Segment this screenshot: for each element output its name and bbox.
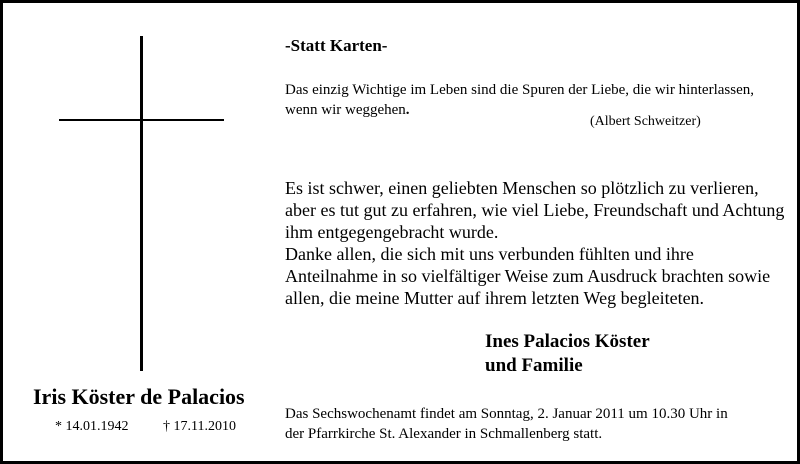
message [285, 177, 785, 309]
service-notice [285, 404, 785, 444]
quote-end: . [405, 102, 410, 118]
death-date: † 17.11.2010 [163, 419, 236, 434]
message-paragraph-2: Danke allen, die sich mit uns verbunden fühlten und ihre Anteilnahme in so vielfältiger Weise zum Ausdruck brachten sowie allen, die meine Mutter auf ihrem letzten Weg begleiteten. [285, 244, 771, 308]
cross-vertical-bar [140, 36, 143, 371]
signature [485, 330, 650, 378]
deceased-name: Iris Köster de Palacios [33, 384, 245, 409]
service-notice-line-1: Das Sechswochenamt findet am Sonntag, 2. Januar 2011 um 10.30 Uhr in [285, 406, 728, 422]
quote-text: Das einzig Wichtige im Leben sind die Spuren der Liebe, die wir hinterlassen, wenn wir weggehen [285, 82, 754, 118]
service-notice-line-2: der Pfarrkirche St. Alexander in Schmallenberg statt. [285, 426, 603, 442]
signature-line-1: Ines Palacios Köster [485, 331, 650, 352]
quote-author: (Albert Schweitzer) [590, 114, 701, 129]
heading: -Statt Karten- [285, 36, 388, 55]
message-paragraph-1: Es ist schwer, einen geliebten Menschen so plötzlich zu verlieren, aber es tut gut zu erfahren, wie viel Liebe, Freundschaft und Achtung ihm entgegengebracht wurde. [285, 178, 785, 242]
cross-horizontal-bar [59, 119, 224, 121]
birth-date: * 14.01.1942 [55, 419, 129, 434]
signature-line-2: und Familie [485, 355, 583, 376]
